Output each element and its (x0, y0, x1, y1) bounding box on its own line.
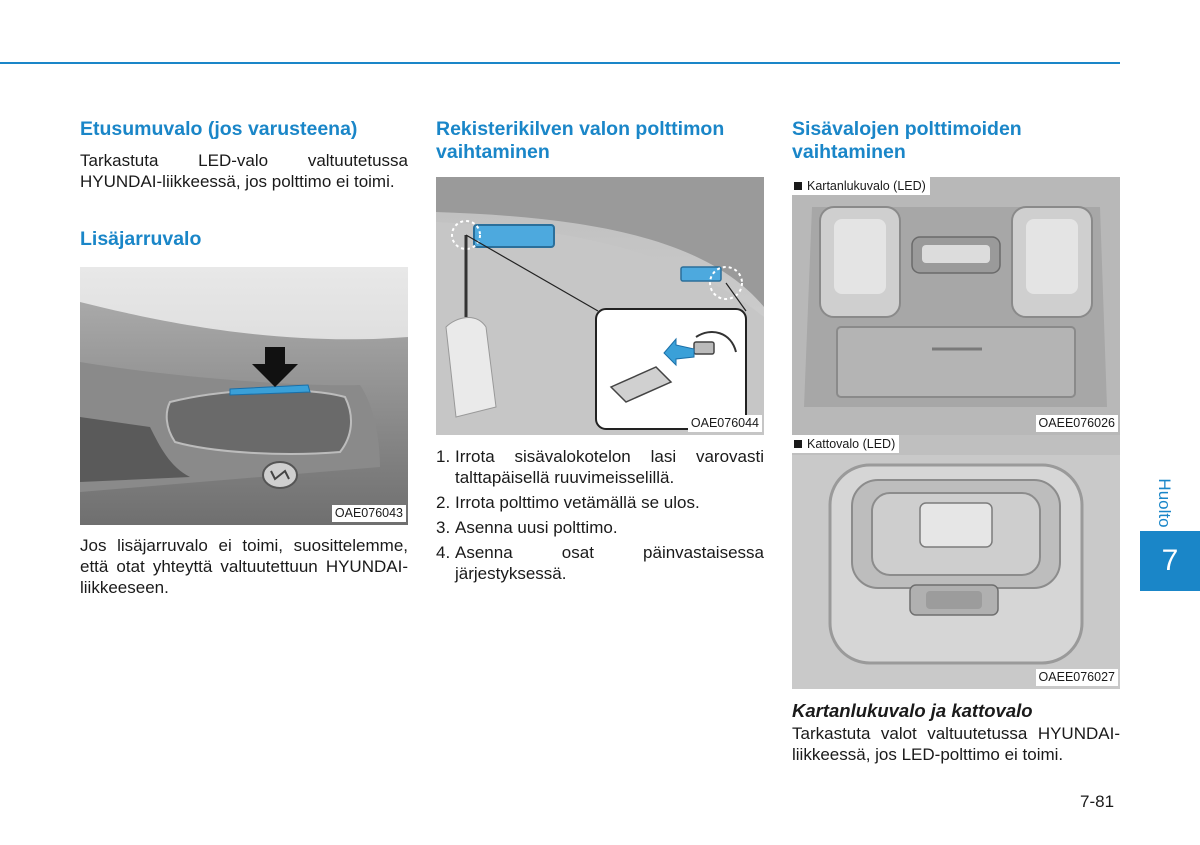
figure-code: OAEE076027 (1036, 669, 1118, 686)
para-high-mount-stop-light: Jos lisäjarruvalo ei toimi, suosittelemme, että otat yhteyttä valtuutettuun HYUNDAI-liikkeeseen. (80, 536, 408, 597)
heading-interior-light-bulbs: Sisävalojen polttimoiden vaihtaminen (792, 118, 1022, 163)
figure-license-plate-light (436, 177, 764, 435)
column-1 (80, 118, 408, 598)
figure-label: Kattovalo (LED) (792, 435, 899, 453)
page-number: 7-81 (1080, 792, 1115, 811)
heading-license-plate-bulb: Rekisterikilven valon polttimon vaihtaminen (436, 118, 725, 163)
figure-rear-stop-light (80, 267, 408, 525)
figure-label: Kartanlukuvalo (LED) (792, 177, 930, 195)
figure-code: OAE076043 (332, 505, 406, 522)
step-item: 1. Irrota sisävalokotelon lasi varovasti talttapäisellä ruuvimeisselillä. (436, 447, 764, 487)
figure-code: OAEE076026 (1036, 415, 1118, 432)
column-2 (436, 118, 764, 588)
chapter-tab: 7 (1140, 531, 1200, 591)
square-bullet-icon (794, 440, 802, 448)
figure-code: OAE076044 (688, 415, 762, 432)
room-lamp-illustration (792, 435, 1120, 689)
map-lamp-illustration (792, 177, 1120, 435)
square-bullet-icon (794, 182, 802, 190)
section-label: Huolto (1155, 478, 1174, 528)
license-light-illustration (436, 177, 764, 435)
heading-high-mount-stop-light: Lisäjarruvalo (80, 228, 202, 250)
para-front-fog-light: Tarkastuta LED-valo valtuutetussa HYUNDAI-liikkeessä, jos polttimo ei toimi. (80, 151, 408, 191)
top-rule (0, 62, 1120, 64)
steps-list (436, 446, 764, 584)
subheading-map-and-room-lamp: Kartanlukuvalo ja kattovalo (792, 700, 1033, 721)
column-3 (792, 118, 1120, 765)
car-rear-illustration (80, 267, 408, 525)
step-item: 2. Irrota polttimo vetämällä se ulos. (436, 493, 700, 512)
para-interior-lights: Tarkastuta valot valtuutetussa HYUNDAI-liikkeessä, jos LED-polttimo ei toimi. (792, 724, 1120, 764)
step-item: 4. Asenna osat päinvastaisessa järjestyksessä. (436, 543, 764, 583)
heading-front-fog-light: Etusumuvalo (jos varusteena) (80, 118, 358, 140)
step-item: 3. Asenna uusi polttimo. (436, 518, 618, 537)
figure-map-lamp (792, 177, 1120, 435)
figure-room-lamp (792, 435, 1120, 689)
